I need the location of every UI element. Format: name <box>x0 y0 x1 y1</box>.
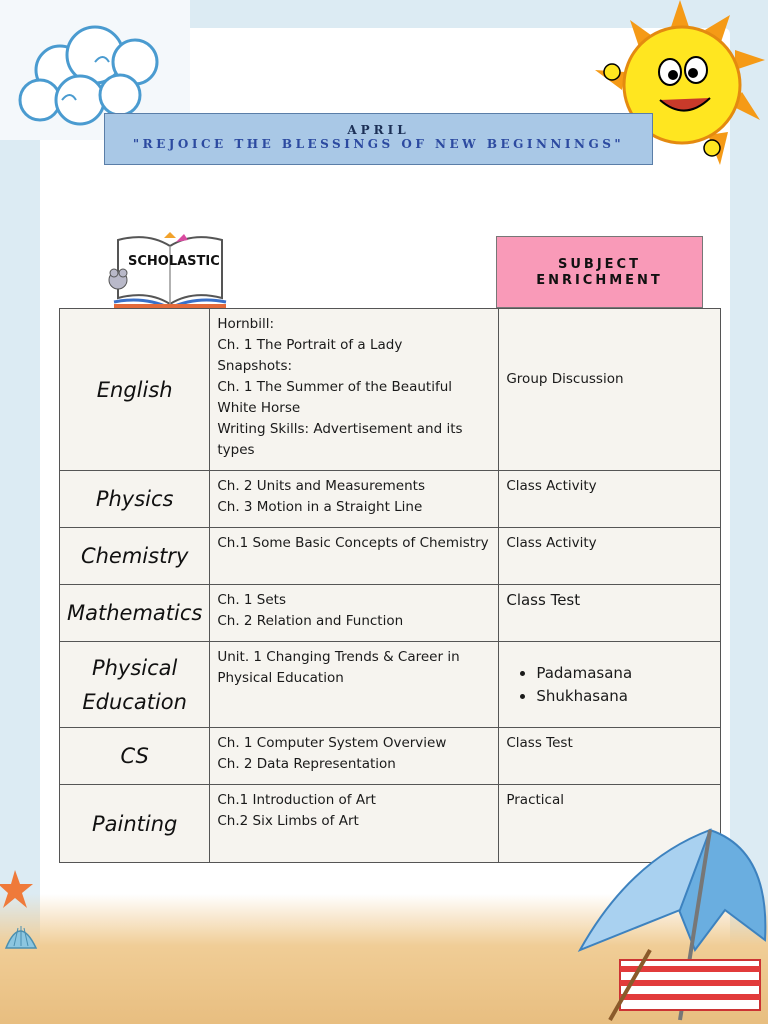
subject-name: CS <box>120 744 149 768</box>
subject-cell <box>60 728 209 784</box>
subject-name: Physics <box>95 487 174 511</box>
topics-cell <box>210 728 498 784</box>
table-row <box>60 585 720 641</box>
enrichment-activity: Practical <box>506 792 564 808</box>
topic-line: Ch. 1 Computer System Overview <box>217 735 447 751</box>
enrichment-activity: Class Test <box>506 591 581 609</box>
topic-line: Ch. 1 Sets <box>217 592 286 608</box>
subject-cell <box>60 528 209 584</box>
topic-line: types <box>217 442 255 458</box>
enrichment-cell <box>499 528 720 584</box>
enrichment-cell <box>499 309 720 470</box>
topic-line: Ch. 1 The Summer of the Beautiful <box>217 379 453 395</box>
topics-cell <box>210 528 498 584</box>
banner-motto: "REJOICE THE BLESSINGS OF NEW BEGINNINGS" <box>132 137 625 151</box>
topics-cell <box>210 471 498 527</box>
syllabus-table <box>59 308 721 863</box>
topics-cell <box>210 642 498 727</box>
topic-line: Hornbill: <box>217 316 274 332</box>
subject-cell <box>60 642 209 727</box>
table-row <box>60 471 720 527</box>
table-row <box>60 728 720 784</box>
enrichment-cell <box>499 471 720 527</box>
subject-name: Chemistry <box>80 544 189 568</box>
book-icon <box>104 232 236 312</box>
subject-cell <box>60 785 209 862</box>
enrichment-activity: Class Activity <box>506 478 597 494</box>
subject-name: Education <box>82 689 187 714</box>
topics-cell <box>210 309 498 470</box>
subject-name: Physical <box>91 655 178 680</box>
month-banner <box>104 113 653 165</box>
topic-line: White Horse <box>217 400 301 416</box>
topic-line: Physical Education <box>217 670 344 686</box>
enrichment-cell <box>499 585 720 641</box>
enrichment-activity: Group Discussion <box>506 370 624 387</box>
topic-line: Ch. 2 Units and Measurements <box>217 478 425 494</box>
topic-line: Writing Skills: Advertisement and its <box>217 421 463 437</box>
enrichment-cell <box>499 642 720 727</box>
beach-umbrella-icon <box>560 820 768 1024</box>
enrichment-list <box>506 662 713 708</box>
topics-cell <box>210 585 498 641</box>
subject-cell <box>60 471 209 527</box>
subject-name: Mathematics <box>67 601 203 625</box>
topic-line: Ch. 1 The Portrait of a Lady <box>217 337 403 353</box>
enrichment-cell <box>499 728 720 784</box>
enrichment-header-line-1: SUBJECT <box>558 257 641 272</box>
enrichment-header-line-2: ENRICHMENT <box>536 273 663 288</box>
scholastic-label: SCHOLASTIC <box>128 254 220 269</box>
shell-icon <box>2 918 40 954</box>
enrichment-activity: Class Activity <box>506 535 597 551</box>
banner-month: APRIL <box>347 123 410 137</box>
table-row <box>60 309 720 470</box>
subject-enrichment-header <box>496 236 703 308</box>
topic-line: Ch. 3 Motion in a Straight Line <box>217 499 423 515</box>
subject-cell <box>60 585 209 641</box>
topic-line: Ch.1 Some Basic Concepts of Chemistry <box>217 535 489 551</box>
topic-line: Ch.1 Introduction of Art <box>217 792 376 808</box>
enrichment-activity: Class Test <box>506 735 573 751</box>
table-row <box>60 642 720 727</box>
list-item: • Padamasana <box>536 662 713 685</box>
subject-name: Painting <box>91 811 178 836</box>
topic-line: Ch.2 Six Limbs of Art <box>217 813 359 829</box>
subject-name: English <box>96 377 173 402</box>
topic-line: Ch. 2 Relation and Function <box>217 613 404 629</box>
topic-line: Snapshots: <box>217 358 293 374</box>
list-item: • Shukhasana <box>536 685 713 708</box>
topic-line: Unit. 1 Changing Trends & Career in <box>217 649 460 665</box>
topic-line: Ch. 2 Data Representation <box>217 756 396 772</box>
table-row <box>60 528 720 584</box>
starfish-icon <box>0 868 34 912</box>
subject-cell <box>60 309 209 470</box>
topics-cell <box>210 785 498 862</box>
